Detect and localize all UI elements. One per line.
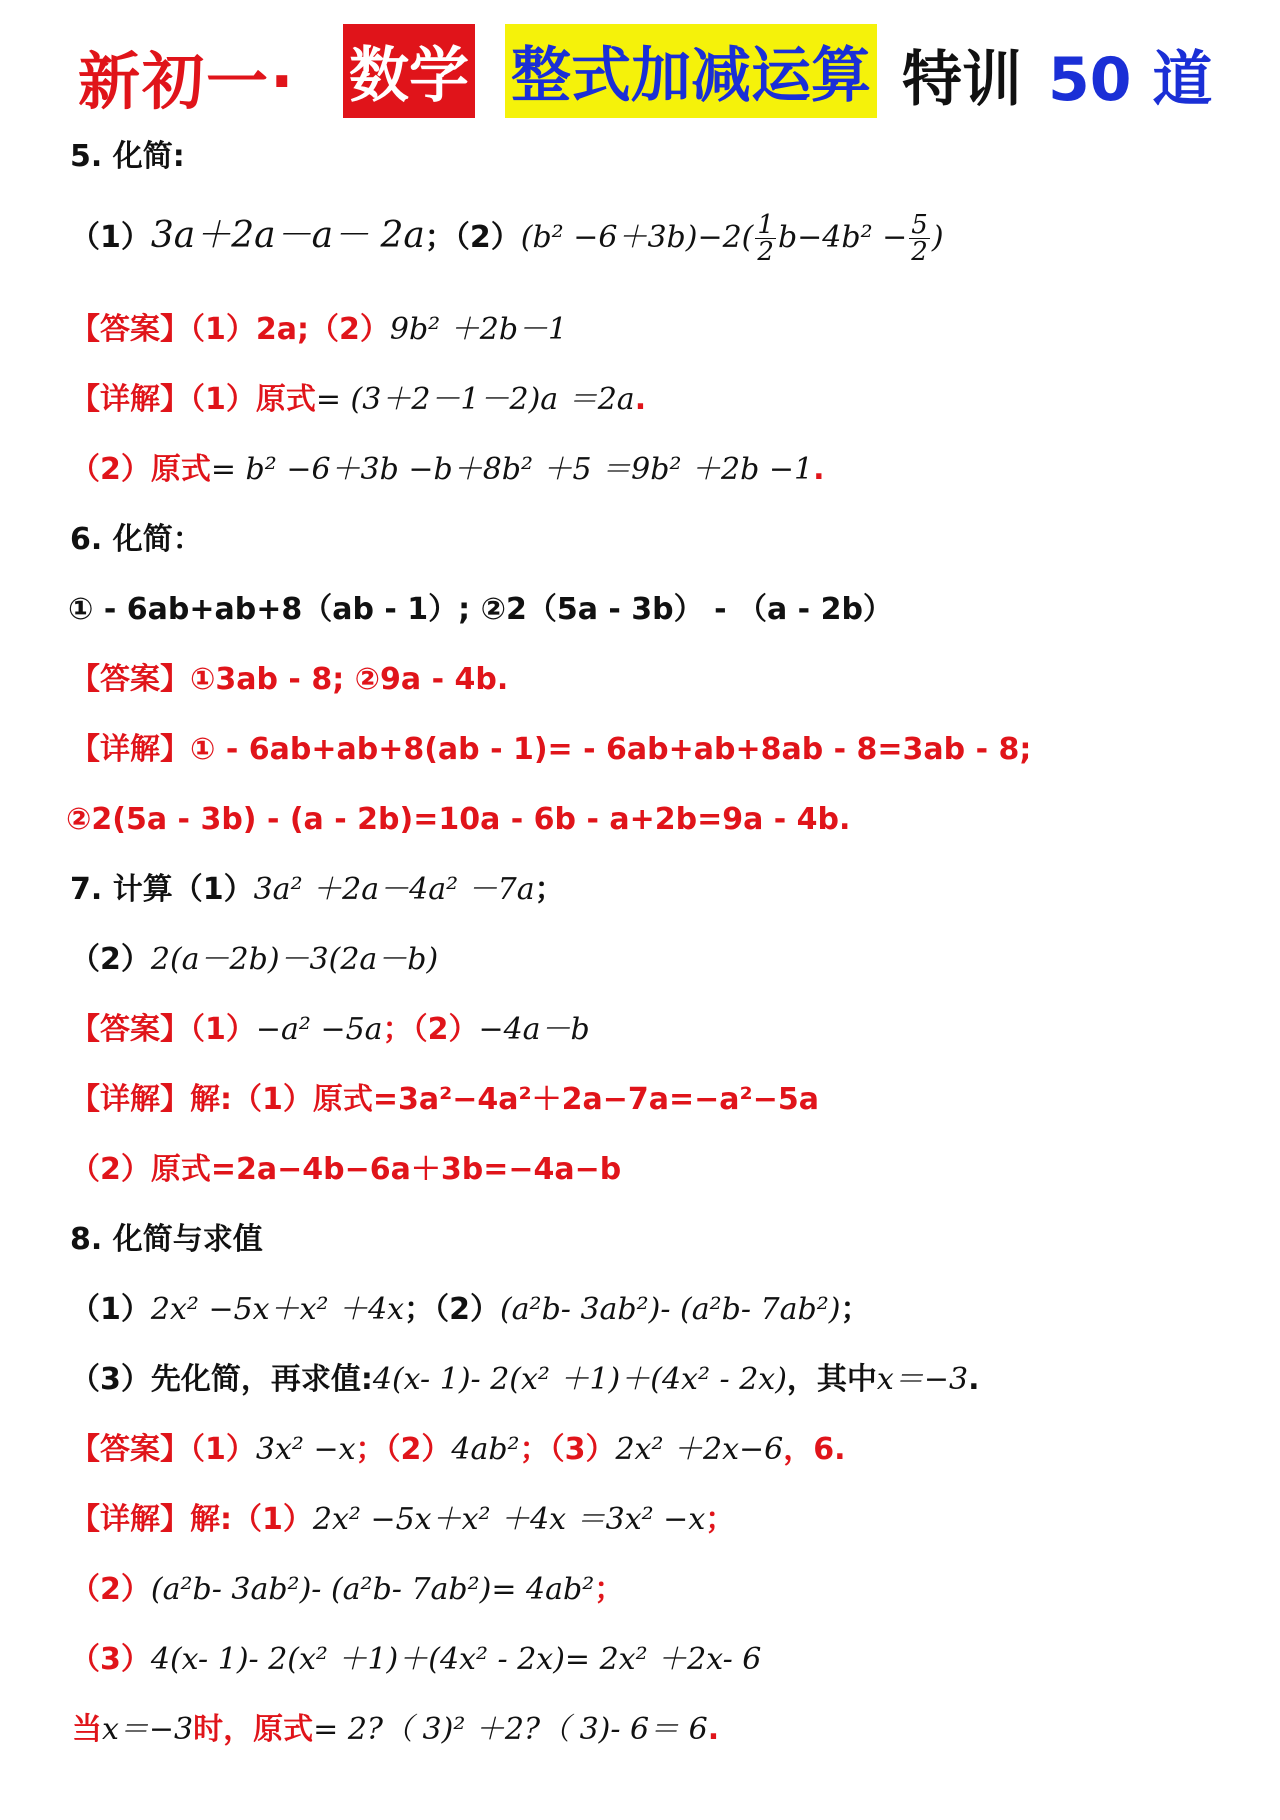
q8-title: 8. 化简与求值 <box>70 1222 263 1257</box>
q8-answer-expr-2: 4ab² <box>451 1432 520 1467</box>
header-training: 特训 <box>902 45 1022 115</box>
q5-title: 5. 化简: <box>70 139 185 174</box>
q5-p2-expr-a: (b² −6＋3b)−2( <box>520 220 754 255</box>
q8-p2-expr: (a²b- 3ab²)- (a²b- 7ab²) <box>499 1292 841 1327</box>
q5-detail-2-expr: = b² −6＋3b −b＋8b² ＋5 ＝9b² ＋2b −1 <box>210 452 814 487</box>
q7-answer: 【答案】（1）−a² −5a；（2）−4a－b <box>70 1012 590 1047</box>
q8-answer-expr-1: 3x² −x <box>255 1432 356 1467</box>
q6-detail-1: 【详解】① - 6ab+ab+8(ab - 1)= - 6ab+ab+8ab - 8=3ab - 8; <box>70 732 1032 767</box>
q8-final-cond: x＝−3 <box>102 1712 194 1747</box>
q7-answer-expr-1: −a² −5a <box>255 1012 383 1047</box>
q5-problem <box>70 212 944 265</box>
q8-problem-1: （1）2x² −5x＋x² ＋4x；（2）(a²b- 3ab²)- (a²b- 7ab²)； <box>70 1292 871 1327</box>
q7-detail-1: 【详解】解:（1）原式=3a²−4a²＋2a−7a=−a²−5a <box>70 1082 819 1117</box>
page-header <box>0 18 1280 128</box>
q5-p1-expr: 3a＋2a－a－ 2a <box>150 215 425 256</box>
q8-answer: 【答案】（1）3x² −x；（2）4ab²；（3）2x² ＋2x−6，6. <box>70 1432 846 1467</box>
header-count: 50 道 <box>1048 45 1213 115</box>
q8-detail-3: （3）4(x- 1)- 2(x² ＋1)＋(4x² - 2x)= 2x² ＋2x- 6 <box>70 1642 762 1677</box>
q5-p2-expr-b: b−4b² − <box>777 220 908 255</box>
q7-problem-1: 7. 计算（1）3a² ＋2a－4a² －7a； <box>70 872 565 907</box>
q5-detail-2-label: （2）原式 <box>70 452 211 487</box>
q7-title: 7. 计算（1） <box>70 872 254 907</box>
q8-detail-3-expr: 4(x- 1)- 2(x² ＋1)＋(4x² - 2x)= 2x² ＋2x- 6 <box>150 1642 762 1677</box>
q8-detail-2-expr: (a²b- 3ab²)- (a²b- 7ab²)= 4ab² <box>150 1572 595 1607</box>
q7-answer-expr-2: −4a－b <box>478 1012 590 1047</box>
q6-answer: 【答案】①3ab - 8; ②9a - 4b. <box>70 662 509 697</box>
q5-frac2: $\frac{5}{2}$ <box>911 210 928 267</box>
header-subject-badge: 数学 <box>343 24 475 118</box>
q5-answer-expr: 9b² ＋2b－1 <box>389 312 568 347</box>
q5-p2-expr-c: ) <box>931 220 944 255</box>
q5-detail-2: （2）原式= b² −6＋3b −b＋8b² ＋5 ＝9b² ＋2b −1. <box>70 452 825 487</box>
q8-answer-expr-3: 2x² ＋2x−6 <box>615 1432 784 1467</box>
q7-p1-expr: 3a² ＋2a－4a² －7a <box>253 872 535 907</box>
q8-detail-2: （2）(a²b- 3ab²)- (a²b- 7ab²)= 4ab²； <box>70 1572 625 1607</box>
q7-problem-2 <box>70 940 438 980</box>
q5-frac1: $\frac{1}{2}$ <box>757 210 774 267</box>
q6-detail-2: ②2(5a - 3b) - (a - 2b)=10a - 6b - a+2b=9a - 4b. <box>66 802 851 837</box>
q8-final-expr: = 2?（ 3)² ＋2?（ 3)- 6＝ 6 <box>313 1712 708 1747</box>
q6-problem: ① - 6ab+ab+8（ab - 1）; ②2（5a - 3b） - （a - 2b） <box>68 592 893 627</box>
q5-detail-1-label: 【详解】（1）原式 <box>70 382 316 417</box>
header-grade: 新初一· <box>78 45 296 118</box>
q8-p3-expr: 4(x- 1)- 2(x² ＋1)＋(4x² - 2x) <box>372 1362 787 1397</box>
q5-detail-1-expr: = (3＋2－1－2)a ＝2a <box>315 382 635 417</box>
q8-final: 当x＝−3时，原式= 2?（ 3)² ＋2?（ 3)- 6＝ 6. <box>72 1712 720 1747</box>
q8-detail-1-expr: 2x² −5x＋x² ＋4x ＝3x² −x <box>312 1502 706 1537</box>
q5-p1-label: （1） <box>70 220 151 255</box>
q8-p1-expr: 2x² −5x＋x² ＋4x <box>150 1292 405 1327</box>
q7-p2-label: （2） <box>70 942 151 977</box>
q6-title: 6. 化简： <box>70 522 203 557</box>
q5-answer-label: 【答案】（1）2a;（2） <box>70 312 390 347</box>
q5-answer <box>70 310 567 350</box>
q8-p3-cond: x＝−3 <box>876 1362 969 1397</box>
q5-detail-1: 【详解】（1）原式= (3＋2－1－2)a ＝2a. <box>70 382 647 417</box>
q8-problem-3: （3）先化简，再求值:4(x- 1)- 2(x² ＋1)＋(4x² - 2x)，其中x＝−3. <box>70 1362 980 1397</box>
q7-p2-expr: 2(a－2b)－3(2a－b) <box>150 942 439 977</box>
q8-detail-1: 【详解】解:（1）2x² −5x＋x² ＋4x ＝3x² −x； <box>70 1502 736 1537</box>
q5-p2-sep: ；（2） <box>424 220 521 255</box>
q7-detail-2: （2）原式=2a−4b−6a＋3b=−4a−b <box>70 1152 622 1187</box>
header-topic: 整式加减运算 <box>505 24 877 118</box>
